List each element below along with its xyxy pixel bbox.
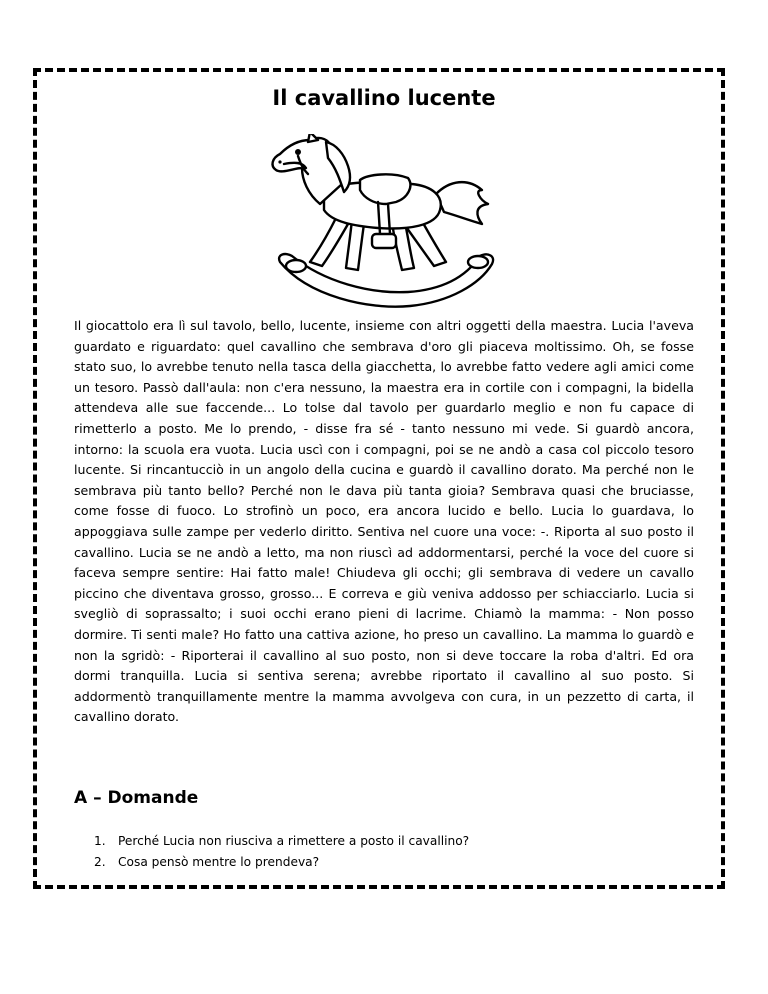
question-number: 2.	[94, 854, 106, 869]
list-item	[94, 852, 469, 873]
question-text: Perché Lucia non riusciva a rimettere a posto il cavallino?	[118, 834, 470, 848]
question-text: Cosa pensò mentre lo prendeva?	[118, 854, 320, 869]
section-title: A – Domande	[74, 788, 199, 808]
worksheet-title: Il cavallino lucente	[272, 86, 496, 110]
story-text: Il giocattolo era lì sul tavolo, bello, lucente, insieme con altri oggetti della maestra. Lucia l'aveva guardato e riguardato: quel cavallino che sembrava d'oro gli piaceva moltissimo. Oh, se fosse stato suo, lo avrebbe tenuto nella tasca della giacchetta, lo avrebbe fatto vedere agli amici come un tesoro. Passò dall'aula: non c'era nessuno, la maestra era in cortile con i compagni, la bidella attendeva alle sue faccende... Lo tolse dal tavolo per guardarlo meglio e non fu capace di rimetterlo a posto. Me lo prendo, - disse fra sé - tanto nessuno mi vede. Si guardò ancora, intorno: la scuola era vuota. Lucia uscì con i compagni, poi se ne andò a casa col piccolo tesoro lucente. Si rincantucciò in un angolo della cucina e guardò il cavallino dorato. Ma perché non le sembrava più tanto bello? Perché non le dava più tanta gioia? Sembrava quasi che bruciasse, come fosse di fuoco. Lo strofinò un poco, era ancora lucido e bello. Lucia lo guardava, lo appoggiava sulle zampe per vederlo diritto. Sentiva nel cuore una voce: -. Riporta al suo posto il cavallino. Lucia se ne andò a letto, ma non riuscì ad addormentarsi, perché la voce del cuore si faceva sempre sentire: Hai fatto male! Chiudeva gli occhi; gli sembrava di vedere un cavallo piccino che diventava grosso, grosso... E correva e giù veniva addosso per schiacciarlo. Lucia si svegliò di soprassalto; i suoi occhi erano pieni di lacrime. Chiamò la mamma: - Non posso dormire. Ti senti male? Ho fatto una cattiva azione, ho preso un cavallino. La mamma lo guardò e non la sgridò: - Riporterai il cavallino al suo posto, non si deve toccare la roba d'altri. Ed ora dormi tranquilla. Lucia si sentiva serena; avrebbe riportato il cavallino al suo posto. Si addormentò tranquillamente mentre la mamma avvolgeva con cura, in un pezzetto di carta, il cavallino dorato.	[74, 318, 694, 725]
rocking-horse-icon	[268, 134, 500, 320]
questions-list	[94, 831, 469, 872]
question-number: 1.	[94, 834, 106, 848]
list-item	[94, 831, 469, 852]
